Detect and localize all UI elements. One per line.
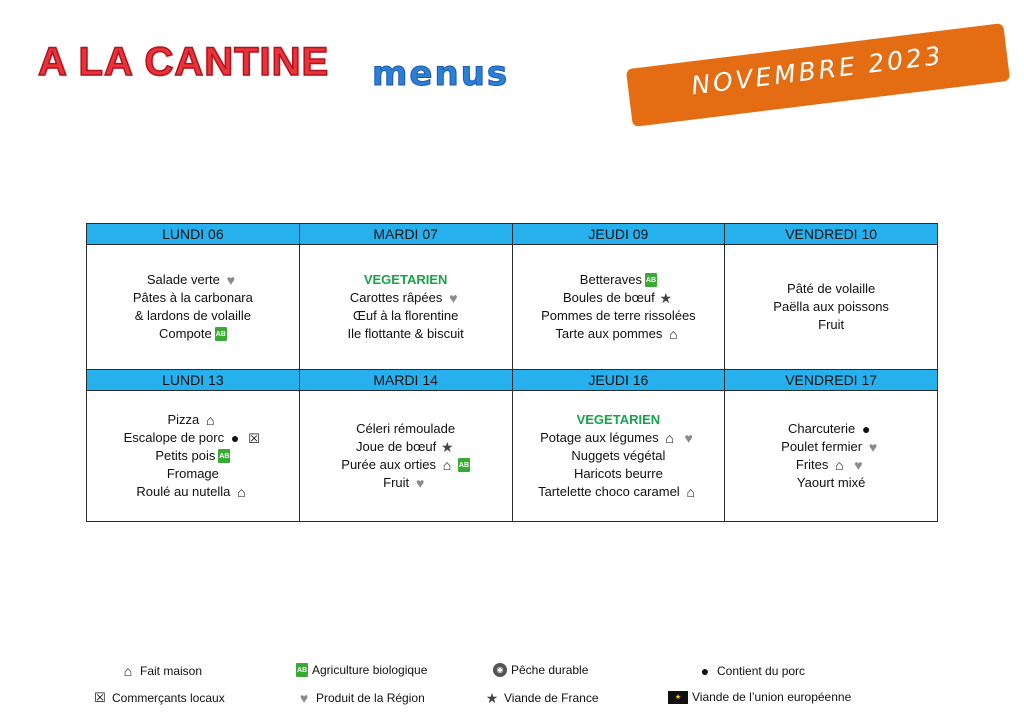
menu-item	[513, 429, 725, 447]
menu-item-text: Céleri rémoulade	[356, 421, 456, 436]
legend-label: Viande de France	[504, 690, 599, 705]
menu-table	[86, 223, 938, 522]
menu-item	[300, 307, 512, 325]
heart-icon: ♥	[868, 439, 878, 455]
menu-item	[300, 420, 512, 438]
menu-item-text: Fruit	[383, 475, 410, 490]
menu-item-text: Nuggets végétal	[571, 448, 666, 463]
legend-label: Fait maison	[140, 663, 203, 678]
menu-item	[87, 483, 299, 501]
day-menu-cell	[299, 391, 512, 522]
menu-item-text: Betteraves	[579, 272, 642, 287]
legend-item	[668, 690, 851, 704]
bio-icon: AB	[218, 449, 230, 463]
menu-item-text: Petits pois	[155, 448, 216, 463]
menu-item	[513, 307, 725, 325]
pig-icon: ●	[861, 421, 871, 437]
legend-item	[484, 690, 599, 705]
star-icon: ★	[659, 290, 673, 306]
day-header: JEUDI 09	[512, 224, 725, 245]
menu-item	[513, 483, 725, 501]
month-label: NOVEMBRE 2023	[689, 40, 946, 101]
menu-item	[725, 438, 937, 456]
menu-item-text: Pommes de terre rissolées	[541, 308, 696, 323]
legend-item	[92, 690, 225, 705]
menu-item-text: Compote	[159, 326, 212, 341]
fish-icon: ◉	[493, 663, 507, 677]
menu-item-text: VEGETARIEN	[363, 272, 448, 287]
house-icon: ⌂	[669, 326, 678, 342]
pig-icon: ●	[230, 430, 240, 446]
day-header: LUNDI 06	[87, 224, 300, 245]
menu-item	[725, 420, 937, 438]
menu-item	[513, 271, 725, 289]
bio-icon: AB	[215, 327, 227, 341]
menu-item-text: Haricots beurre	[573, 466, 663, 481]
page-title: A LA CANTINE	[38, 40, 330, 84]
vegetarian-label	[513, 411, 725, 429]
menu-item	[87, 465, 299, 483]
menu-item-text: VEGETARIEN	[576, 412, 661, 427]
menu-item-text: Joue de bœuf	[356, 439, 437, 454]
heart-icon: ♥	[854, 457, 863, 473]
house-icon: ⌂	[237, 484, 246, 500]
menu-item-text: Fruit	[818, 317, 845, 332]
heart-icon: ♥	[226, 272, 236, 288]
menu-item-text: Fromage	[166, 466, 219, 481]
menu-item-text: Charcuterie	[788, 421, 856, 436]
legend-label: Viande de l’union européenne	[692, 690, 852, 704]
bio-icon: AB	[296, 663, 308, 677]
legend-item	[697, 663, 805, 678]
page-subtitle: menus	[372, 54, 510, 94]
menu-item	[513, 289, 725, 307]
legend-item	[493, 663, 588, 677]
menu-row	[87, 245, 938, 370]
menu-item-text: Frites	[795, 457, 829, 472]
legend-label: Commerçants locaux	[112, 690, 225, 705]
day-menu-cell	[725, 391, 938, 522]
day-menu-cell	[512, 391, 725, 522]
menu-item-text: Ile flottante & biscuit	[347, 326, 464, 341]
menu-item	[87, 429, 299, 447]
day-menu-cell	[299, 245, 512, 370]
basket-icon: ☒	[94, 690, 106, 705]
menu-item	[300, 325, 512, 343]
menu-item-text: & lardons de volaille	[134, 308, 252, 323]
day-menu-cell	[87, 245, 300, 370]
menu-item	[300, 289, 512, 307]
menu-item-text: Pâté de volaille	[787, 281, 876, 296]
menu-item	[87, 289, 299, 307]
month-banner	[626, 23, 1010, 127]
day-menu-cell	[87, 391, 300, 522]
menu-item-text: Poulet fermier	[781, 439, 863, 454]
pig-icon: ●	[700, 662, 710, 679]
day-header-row	[87, 224, 938, 245]
legend-label: Pêche durable	[511, 663, 589, 677]
menu-item	[725, 316, 937, 334]
basket-icon: ☒	[248, 430, 260, 446]
legend-item	[296, 690, 425, 705]
menu-row	[87, 391, 938, 522]
day-header: JEUDI 16	[512, 370, 725, 391]
menu-item-text: Pizza	[167, 412, 200, 427]
menu-item	[725, 298, 937, 316]
menu-item-text: Salade verte	[146, 272, 220, 287]
menu-item-text: Tartelette choco caramel	[538, 484, 680, 499]
legend-label: Produit de la Région	[316, 690, 425, 705]
heart-icon: ♥	[684, 430, 693, 446]
menu-item-text: Boules de bœuf	[562, 290, 655, 305]
legend-label: Agriculture biologique	[312, 663, 428, 677]
day-header: MARDI 07	[299, 224, 512, 245]
house-icon: ⌂	[835, 457, 844, 473]
heart-icon: ♥	[415, 475, 425, 491]
heart-icon: ♥	[299, 689, 309, 706]
menu-item	[725, 456, 937, 474]
menu-item	[87, 447, 299, 465]
menu-item-text: Carottes râpées	[349, 290, 443, 305]
legend-item	[120, 663, 202, 678]
menu-item-text: Potage aux légumes	[540, 430, 659, 445]
menu-item	[513, 465, 725, 483]
menu-item	[87, 411, 299, 429]
menu-item-text: Œuf à la florentine	[352, 308, 459, 323]
menu-item	[725, 474, 937, 492]
menu-item-text: Pâtes à la carbonara	[132, 290, 253, 305]
day-header: VENDREDI 17	[725, 370, 938, 391]
day-header: MARDI 14	[299, 370, 512, 391]
day-header-row	[87, 370, 938, 391]
bio-icon: AB	[458, 458, 470, 472]
menu-item	[300, 456, 512, 474]
day-header: LUNDI 13	[87, 370, 300, 391]
legend-item	[296, 663, 427, 677]
menu-item-text: Purée aux orties	[341, 457, 436, 472]
house-icon: ⌂	[442, 457, 452, 473]
house-icon: ⌂	[665, 430, 674, 446]
bio-icon: AB	[645, 273, 657, 287]
house-icon: ⌂	[686, 484, 695, 500]
house-icon: ⌂	[123, 662, 133, 679]
day-menu-cell	[512, 245, 725, 370]
menu-item	[725, 280, 937, 298]
legend-label: Contient du porc	[717, 663, 806, 678]
menu-item	[87, 325, 299, 343]
menu-item	[513, 325, 725, 343]
eu-icon: ★	[668, 691, 688, 704]
menu-item	[87, 307, 299, 325]
day-header: VENDREDI 10	[725, 224, 938, 245]
house-icon: ⌂	[206, 412, 215, 428]
menu-item-text: Roulé au nutella	[136, 484, 231, 499]
menu-item-text: Tarte aux pommes	[555, 326, 663, 341]
star-icon: ★	[440, 439, 454, 455]
menu-item-text: Escalope de porc	[123, 430, 225, 445]
menu-item	[513, 447, 725, 465]
menu-item	[300, 474, 512, 492]
menu-item	[87, 271, 299, 289]
day-menu-cell	[725, 245, 938, 370]
menu-item-text: Paëlla aux poissons	[773, 299, 889, 314]
star-icon: ★	[485, 689, 499, 706]
vegetarian-label	[300, 271, 512, 289]
menu-item-text: Yaourt mixé	[796, 475, 866, 490]
heart-icon: ♥	[449, 290, 458, 306]
menu-item	[300, 438, 512, 456]
